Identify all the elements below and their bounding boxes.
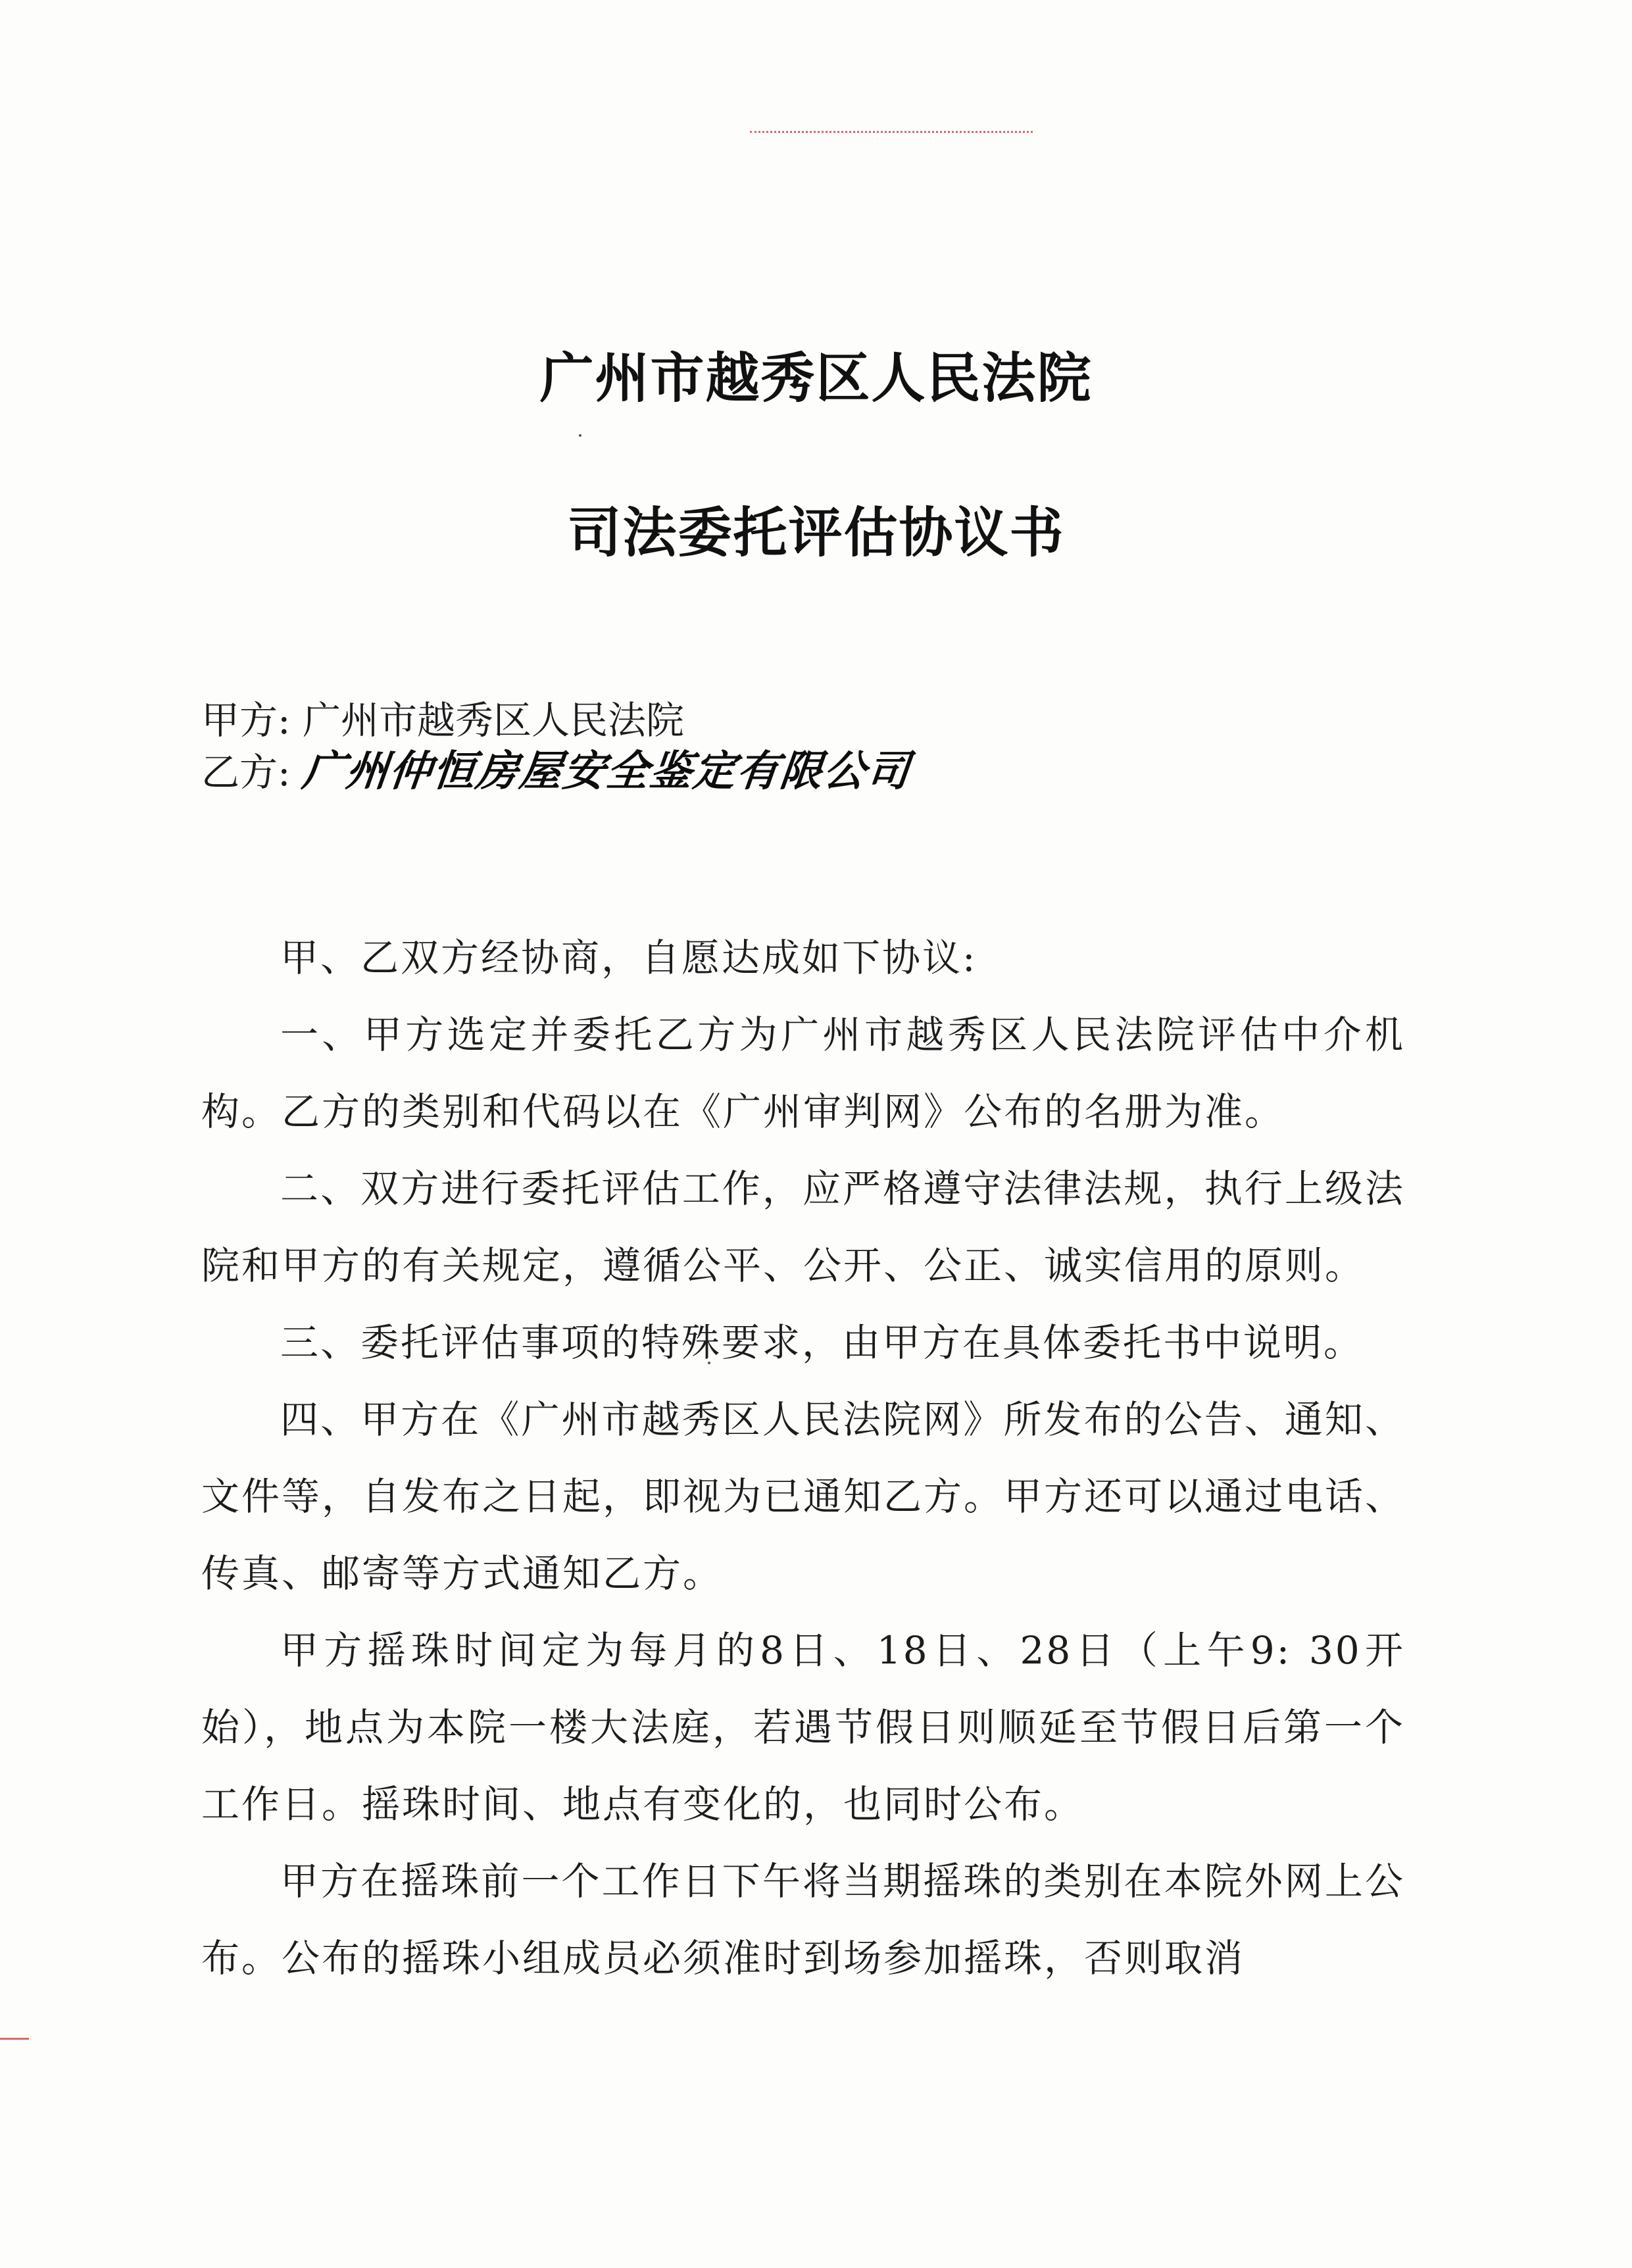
paragraph: 三、委托评估事项的特殊要求，由甲方在具体委托书中说明。 [280, 1320, 1364, 1365]
paragraph: 四、甲方在《广州市越秀区人民法院网》所发布的公告、通知、文件等，自发布之日起，即视为已通知乙方。甲方还可以通过电话、传真、邮寄等方式通知乙方。 [201, 1397, 1406, 1596]
party-a-label: 甲方: [201, 698, 291, 743]
document-subtitle: 司法委托评估协议书 [567, 502, 1065, 564]
agreement-body [201, 920, 1405, 1997]
party-b [201, 742, 913, 802]
paragraph: 甲、乙双方经协商，自愿达成如下协议: [280, 935, 977, 980]
paragraph: 一、甲方选定并委托乙方为广州市越秀区人民法院评估中介机构。乙方的类别和代码以在《广州审判网》公布的名册为准。 [201, 1012, 1405, 1134]
party-a [201, 691, 684, 750]
party-b-handwritten-name: 广州仲恒房屋安全鉴定有限公司 [300, 747, 913, 796]
paragraph: 甲方摇珠时间定为每月的8日、18日、28日（上午9: 30开始），地点为本院一楼大法庭，若遇节假日则顺延至节假日后第一个工作日。摇珠时间、地点有变化的，也同时公布。 [201, 1628, 1405, 1827]
document-title: 广州市越秀区人民法院 [539, 347, 1093, 410]
party-a-name: 广州市越秀区人民法院 [302, 698, 684, 743]
paragraph: 甲方在摇珠前一个工作日下午将当期摇珠的类别在本院外网上公布。公布的摇珠小组成员必须准时到场参加摇珠，否则取消 [201, 1859, 1405, 1981]
red-ink-mark [750, 131, 1033, 133]
party-b-label: 乙方: [201, 750, 291, 795]
red-ink-mark [0, 2038, 29, 2040]
paragraph: 二、双方进行委托评估工作，应严格遵守法律法规，执行上级法院和甲方的有关规定，遵循公平、公开、公正、诚实信用的原则。 [201, 1166, 1405, 1288]
scan-speck [579, 434, 581, 437]
